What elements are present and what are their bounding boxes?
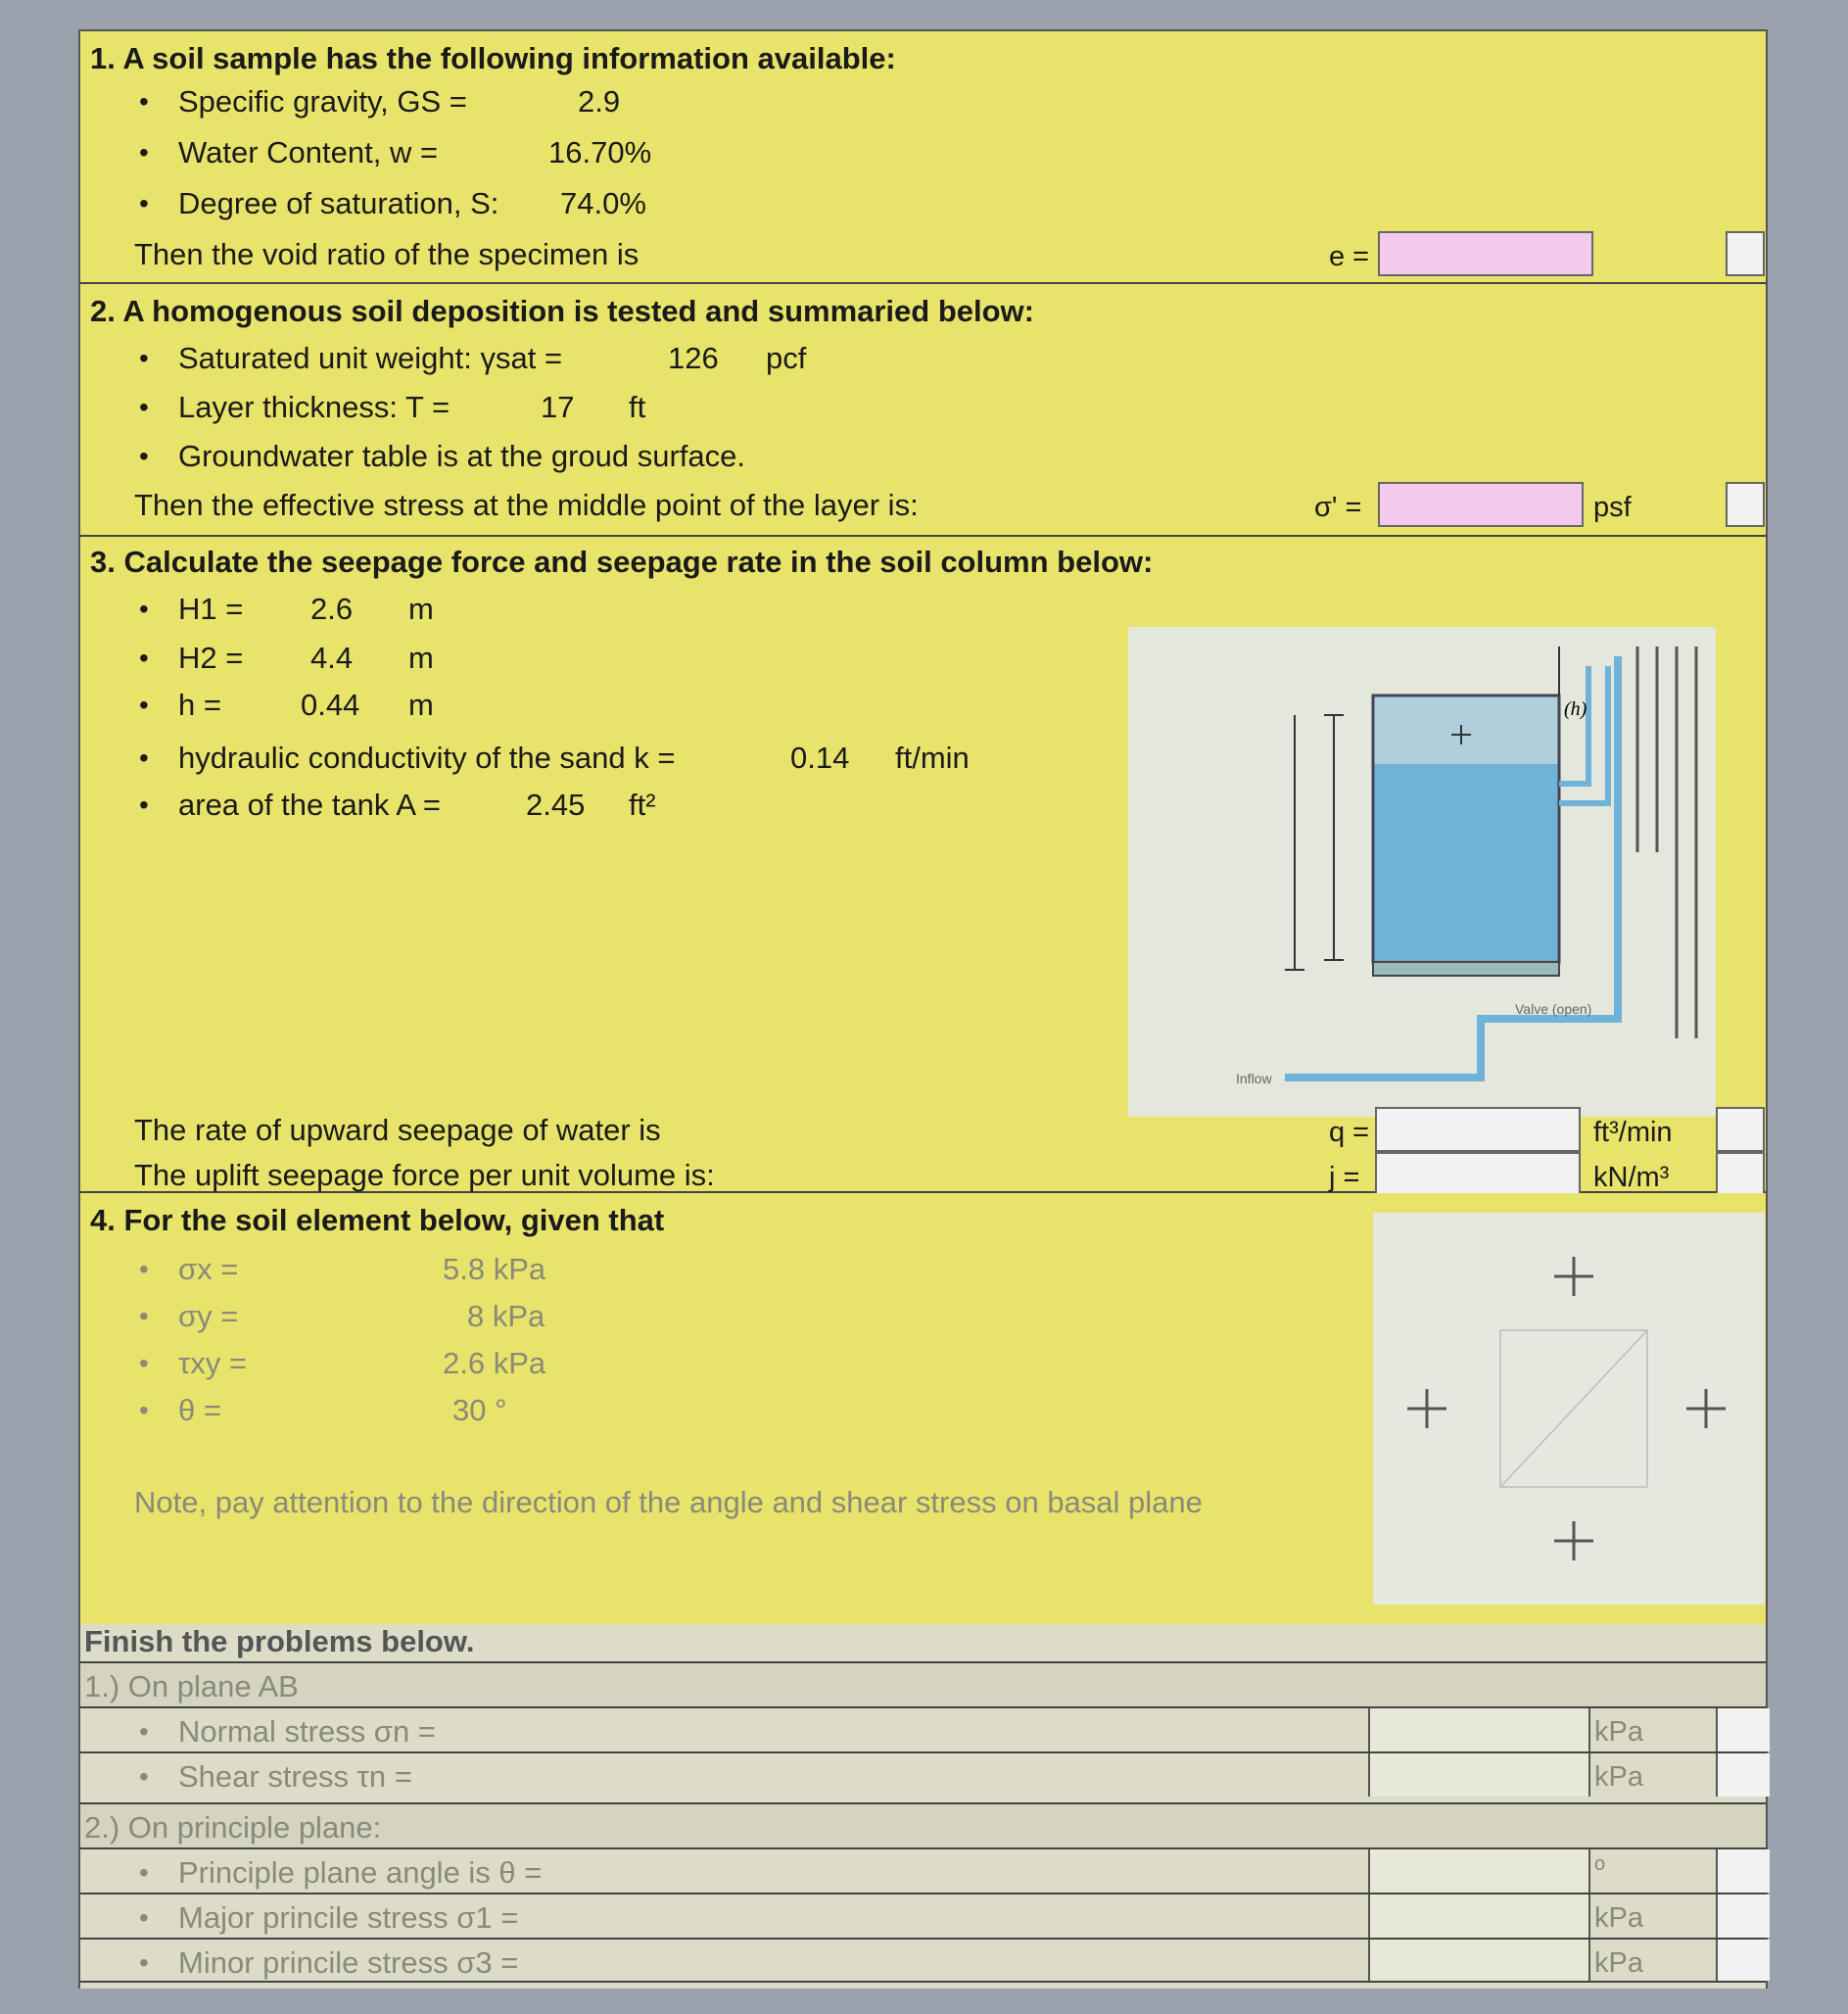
q3-item-unit: m — [408, 592, 434, 626]
q3-force-label: j = — [1329, 1162, 1360, 1193]
part1-header-row — [80, 1661, 1766, 1706]
q3-item-unit: ft² — [629, 788, 656, 822]
q4-item-label: τxy = — [178, 1346, 247, 1380]
q4-item-label: σx = — [178, 1252, 239, 1286]
q2-title: 2. A homogenous soil deposition is tested and summaried below: — [90, 294, 1034, 328]
bullet-icon: • — [139, 1902, 149, 1933]
seepage-force-input[interactable] — [1375, 1152, 1581, 1197]
bullet-icon: • — [139, 137, 149, 168]
q1-item-value: 16.70% — [548, 135, 652, 169]
part2-row-minor — [80, 1938, 1766, 1983]
bullet-icon: • — [139, 86, 149, 117]
q2-answer-unit: psf — [1593, 492, 1632, 523]
part1-row-label: Normal stress σn = — [178, 1714, 436, 1749]
soil-column — [1373, 764, 1559, 960]
seepage-tank-diagram — [1128, 627, 1716, 1117]
q2-item-unit: ft — [629, 390, 646, 424]
part2-unit-cell — [1588, 1849, 1716, 1893]
bullet-icon: • — [139, 1947, 149, 1978]
valve-label: Valve (open) — [1515, 1001, 1592, 1017]
q1-item-value: 74.0% — [560, 186, 646, 220]
q1-item-value: 2.9 — [578, 84, 621, 119]
principal-angle-input[interactable] — [1368, 1849, 1588, 1893]
question-1 — [80, 31, 1766, 284]
bullet-icon: • — [139, 441, 149, 471]
question-4 — [80, 1193, 1766, 1658]
question-3 — [80, 537, 1766, 1193]
part2-row-major — [80, 1893, 1766, 1938]
q3-item-unit: m — [408, 688, 434, 722]
part1-row-shear — [80, 1751, 1766, 1797]
part1-title: 1.) On plane AB — [84, 1669, 299, 1703]
part2-row-unit: o — [1594, 1853, 1606, 1875]
bullet-icon: • — [139, 690, 149, 720]
q2-item-unit: pcf — [766, 341, 807, 375]
q4-item-label: σy = — [178, 1299, 239, 1333]
q3-title: 3. Calculate the seepage force and seepage rate in the soil column below: — [90, 545, 1154, 579]
q2-check-cell — [1726, 482, 1765, 527]
q2-item-label: Layer thickness: T = — [178, 390, 450, 424]
q2-item-value: 126 — [668, 341, 719, 375]
bullet-icon: • — [139, 1857, 149, 1888]
major-stress-input[interactable] — [1368, 1894, 1588, 1938]
bullet-icon: • — [139, 1301, 149, 1331]
bullet-icon: • — [139, 188, 149, 218]
part2-check-cell — [1716, 1940, 1770, 1981]
bullet-icon: • — [139, 1761, 149, 1792]
q3-rate-check-cell — [1716, 1107, 1765, 1152]
q2-answer-label: σ' = — [1314, 492, 1362, 523]
q3-item-value: 4.4 — [310, 641, 354, 675]
part2-row-unit: kPa — [1594, 1947, 1643, 1979]
effective-stress-input[interactable] — [1378, 482, 1584, 527]
q3-force-check-cell — [1716, 1152, 1765, 1197]
q2-item-label: Groundwater table is at the groud surface. — [178, 439, 745, 473]
q3-rate-label: q = — [1329, 1117, 1370, 1148]
q4-note: Note, pay attention to the direction of the angle and shear stress on basal plane — [134, 1485, 1203, 1519]
q3-rate-question: The rate of upward seepage of water is — [134, 1113, 661, 1147]
bullet-icon: • — [139, 1348, 149, 1378]
minor-stress-input[interactable] — [1368, 1940, 1588, 1981]
part1-check-cell — [1716, 1753, 1770, 1797]
part1-check-cell — [1716, 1708, 1770, 1751]
q3-item-unit: m — [408, 641, 434, 675]
finish-title: Finish the problems below. — [84, 1624, 475, 1658]
part1-row-label: Shear stress τn = — [178, 1759, 412, 1794]
q2-item-label: Saturated unit weight: γsat = — [178, 341, 563, 375]
part1-unit-cell — [1588, 1753, 1716, 1797]
stress-element-diagram — [1373, 1213, 1765, 1605]
q4-item-value: 5.8 kPa — [443, 1252, 546, 1286]
part1-row-unit: kPa — [1594, 1716, 1643, 1748]
q1-item-label: Degree of saturation, S: — [178, 186, 499, 220]
q3-item-value: 0.44 — [301, 688, 360, 722]
q3-force-unit: kN/m³ — [1593, 1162, 1670, 1193]
q1-item-label: Water Content, w = — [178, 135, 439, 169]
q4-item-label: θ = — [178, 1393, 221, 1427]
q3-item-unit: ft/min — [895, 741, 970, 775]
q3-item-value: 2.45 — [526, 788, 586, 822]
part1-row-unit: kPa — [1594, 1761, 1643, 1793]
q1-title: 1. A soil sample has the following information available: — [90, 41, 896, 75]
q1-item-label: Specific gravity, GS = — [178, 84, 467, 119]
normal-stress-input[interactable] — [1368, 1708, 1588, 1751]
q3-item-label: H1 = — [178, 592, 244, 626]
part2-header-row — [80, 1802, 1766, 1847]
q2-item-value: 17 — [541, 390, 575, 424]
part2-unit-cell — [1588, 1940, 1716, 1981]
q3-rate-unit: ft³/min — [1593, 1117, 1673, 1148]
part2-row-unit: kPa — [1594, 1902, 1643, 1934]
bullet-icon: • — [139, 1395, 149, 1425]
q1-answer-label: e = — [1329, 241, 1370, 272]
q3-item-value: 0.14 — [790, 741, 850, 775]
q4-title: 4. For the soil element below, given that — [90, 1203, 665, 1237]
part2-row-label: Minor princile stress σ3 = — [178, 1945, 519, 1980]
q3-item-label: h = — [178, 688, 221, 722]
q1-check-cell — [1726, 231, 1765, 276]
part2-row-label: Principle plane angle is θ = — [178, 1855, 543, 1890]
worksheet — [78, 29, 1768, 1989]
inflow-label: Inflow — [1236, 1071, 1272, 1086]
part2-unit-cell — [1588, 1894, 1716, 1938]
seepage-rate-input[interactable] — [1375, 1107, 1581, 1152]
bullet-icon: • — [139, 1716, 149, 1747]
part1-unit-cell — [1588, 1708, 1716, 1751]
part1-row-normal — [80, 1706, 1766, 1751]
bullet-icon: • — [139, 392, 149, 422]
q3-item-value: 2.6 — [310, 592, 354, 626]
h-label: (h) — [1564, 698, 1587, 720]
part2-check-cell — [1716, 1849, 1770, 1893]
q3-item-label: area of the tank A = — [178, 788, 442, 822]
bullet-icon: • — [139, 1254, 149, 1284]
q4-item-value: 30 ° — [452, 1393, 507, 1427]
bullet-icon: • — [139, 594, 149, 624]
porous-stone — [1373, 962, 1559, 976]
q3-force-question: The uplift seepage force per unit volume is: — [134, 1158, 715, 1192]
bullet-icon: • — [139, 790, 149, 820]
bullet-icon: • — [139, 343, 149, 373]
part2-check-cell — [1716, 1894, 1770, 1938]
finish-section — [80, 1624, 1766, 1989]
bullet-icon: • — [139, 743, 149, 773]
question-2 — [80, 284, 1766, 537]
part2-title: 2.) On principle plane: — [84, 1810, 382, 1845]
q1-question: Then the void ratio of the specimen is — [134, 237, 640, 271]
q3-item-label: H2 = — [178, 641, 244, 675]
void-ratio-input[interactable] — [1378, 231, 1593, 276]
q2-question: Then the effective stress at the middle point of the layer is: — [134, 488, 919, 522]
part2-row-angle — [80, 1847, 1766, 1893]
bullet-icon: • — [139, 643, 149, 673]
q4-item-value: 2.6 kPa — [443, 1346, 546, 1380]
shear-stress-input[interactable] — [1368, 1753, 1588, 1797]
q4-item-value: 8 kPa — [467, 1299, 545, 1333]
part2-row-label: Major princile stress σ1 = — [178, 1900, 519, 1935]
q3-item-label: hydraulic conductivity of the sand k = — [178, 741, 676, 775]
